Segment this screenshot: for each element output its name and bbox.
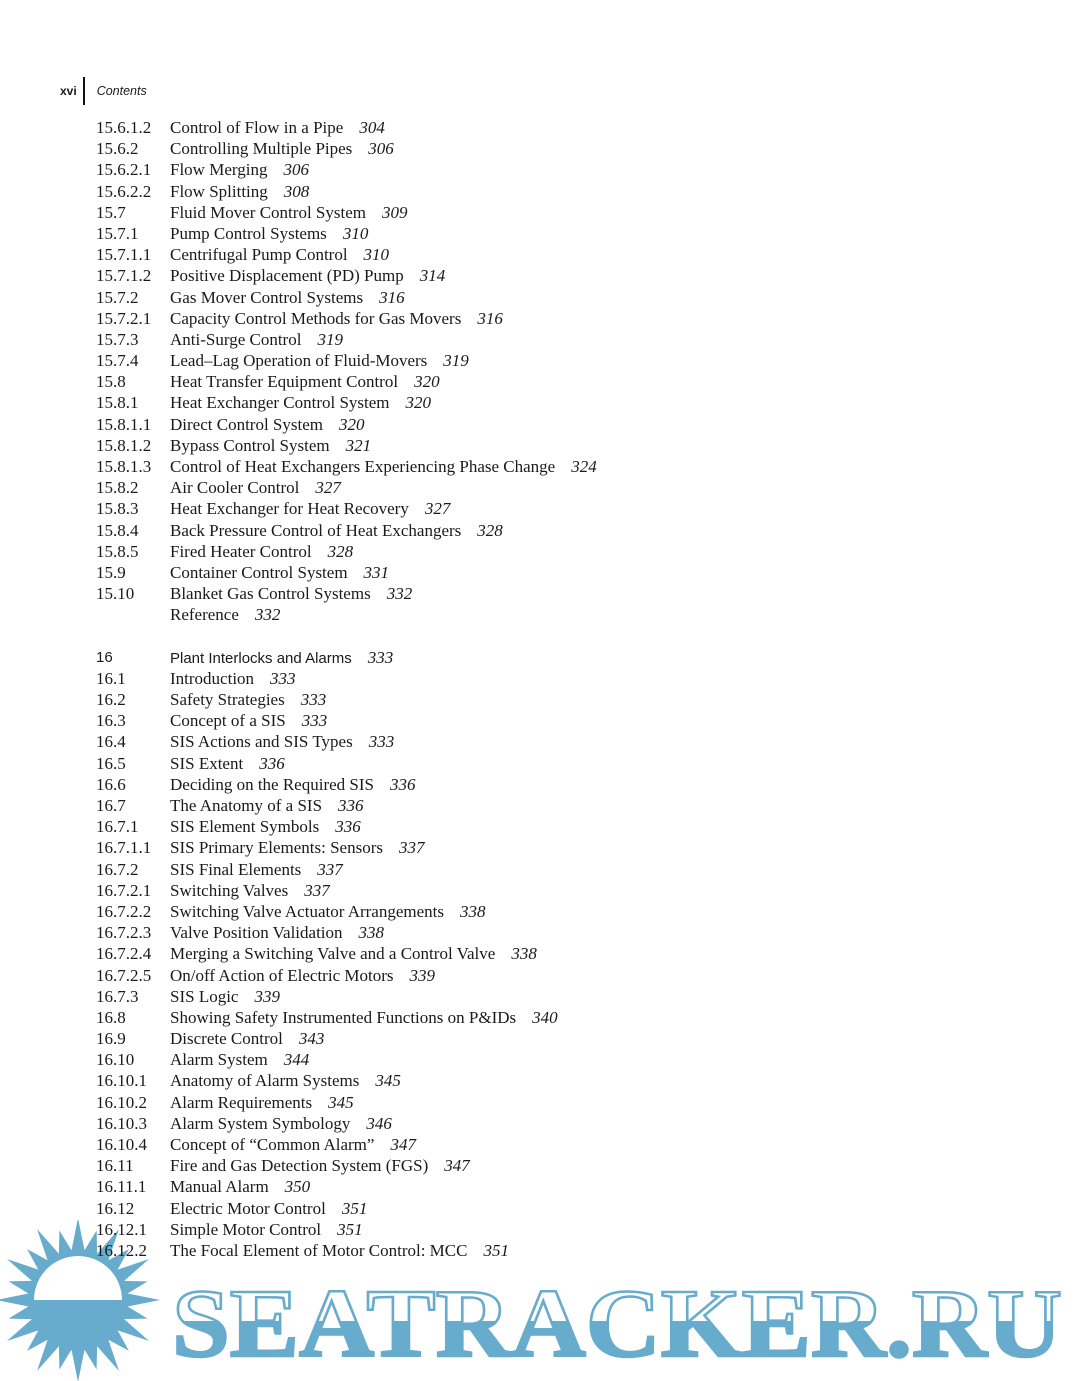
- entry-title: Lead–Lag Operation of Fluid-Movers: [170, 351, 428, 371]
- entry-title-group: [170, 710, 327, 731]
- entry-number: 16.7.2: [96, 859, 139, 879]
- entry-title: Introduction: [170, 668, 255, 688]
- entry-title-group: [170, 795, 364, 816]
- entry-page: 306: [283, 160, 309, 180]
- entry-title-group: [170, 371, 440, 392]
- entry-page: 304: [359, 118, 385, 137]
- entry-number: 16.12.2: [96, 1240, 147, 1260]
- entry-number: 15.6.2.2: [96, 181, 152, 201]
- entry-title: Switching Valves: [170, 880, 289, 900]
- entry-title-group: [170, 965, 435, 986]
- entry-page: 333: [301, 711, 328, 731]
- entry-page: 308: [283, 181, 310, 201]
- entry-number: 16.12: [96, 1198, 135, 1218]
- running-title: Contents: [96, 84, 147, 98]
- entry-page: 320: [414, 372, 440, 392]
- entry-number: 15.7.1: [96, 223, 139, 243]
- entry-number: 16.2: [96, 690, 126, 710]
- entry-page: 319: [317, 329, 343, 349]
- entry-title-group: [170, 1219, 363, 1240]
- entry-page: 344: [283, 1050, 310, 1070]
- entry-title-group: [170, 1049, 309, 1070]
- entry-title: SIS Primary Elements: Sensors: [170, 838, 383, 858]
- entry-page: 346: [366, 1113, 392, 1133]
- entry-title: Fire and Gas Detection System (FGS): [170, 1156, 429, 1176]
- entry-number: 16.7: [96, 796, 126, 815]
- entry-title: SIS Final Elements: [170, 859, 302, 879]
- entry-title-group: [170, 604, 280, 625]
- entry-title: Control of Heat Exchangers Experiencing Phase Change: [170, 457, 556, 476]
- entry-title: Centrifugal Pump Control: [170, 245, 348, 265]
- entry-page: 336: [259, 753, 285, 773]
- entry-title: Air Cooler Control: [170, 478, 300, 498]
- entry-title-group: [170, 350, 469, 371]
- entry-title: The Focal Element of Motor Control: MCC: [170, 1240, 468, 1260]
- entry-title-group: [170, 647, 393, 669]
- entry-number: 16.5: [96, 753, 126, 773]
- entry-page: 339: [409, 965, 435, 985]
- watermark: [0, 1266, 1080, 1381]
- entry-title-group: [170, 287, 405, 308]
- entry-title-group: [170, 223, 368, 244]
- entry-number: 15.7.2: [96, 287, 139, 307]
- entry-page: 327: [315, 478, 341, 498]
- entry-page: 321: [345, 435, 372, 455]
- entry-title-group: [170, 456, 597, 477]
- entry-title: Bypass Control System: [170, 435, 330, 455]
- entry-number: 16.7.2.2: [96, 901, 152, 921]
- entry-number: 16.9: [96, 1029, 126, 1049]
- entry-title-group: [170, 880, 330, 901]
- entry-title-group: [170, 1113, 392, 1134]
- entry-page: 332: [254, 605, 281, 625]
- entry-title-group: [170, 520, 503, 541]
- entry-title: Controlling Multiple Pipes: [170, 139, 353, 159]
- entry-page: 320: [405, 393, 432, 413]
- entry-title: Valve Position Validation: [170, 923, 343, 943]
- entry-title-group: [170, 1070, 401, 1091]
- entry-page: 351: [483, 1240, 509, 1260]
- entry-title-group: [170, 774, 415, 795]
- entry-title-group: [170, 1092, 354, 1113]
- entry-number: 15.8.1.3: [96, 457, 152, 476]
- entry-number: 15.7: [96, 202, 126, 222]
- entry-title-group: [170, 731, 394, 752]
- entry-number: 15.6.1.2: [96, 118, 152, 137]
- entry-number: 16.11: [96, 1156, 134, 1176]
- entry-page: 316: [379, 287, 405, 307]
- entry-number: 15.8.1.2: [96, 435, 152, 455]
- entry-number: 15.7.2.1: [96, 308, 152, 328]
- entry-number: 16.1: [96, 668, 126, 688]
- entry-title-group: [170, 986, 280, 1007]
- entry-title: The Anatomy of a SIS: [170, 796, 323, 815]
- entry-title-group: [170, 265, 445, 286]
- entry-title: Merging a Switching Valve and a Control Valve: [170, 944, 496, 964]
- entry-page: 337: [398, 838, 425, 858]
- entry-page: 331: [363, 562, 390, 582]
- entry-title-group: [170, 541, 353, 562]
- entry-number: 15.7.4: [96, 351, 139, 371]
- entry-title: Reference: [170, 605, 239, 625]
- entry-number: 16.7.1.1: [96, 838, 152, 858]
- entry-title: Back Pressure Control of Heat Exchangers: [170, 520, 462, 540]
- entry-title-group: [170, 1028, 324, 1049]
- entry-page: 328: [327, 541, 354, 561]
- entry-title-group: [170, 329, 343, 350]
- entry-number: 16.7.2.4: [96, 944, 152, 964]
- entry-number: 15.8.3: [96, 499, 139, 519]
- entry-page: 332: [386, 584, 413, 604]
- entry-title-group: [170, 202, 407, 223]
- entry-title-group: [170, 159, 309, 180]
- entry-title-group: [170, 1176, 310, 1197]
- entry-title-group: [170, 138, 394, 159]
- entry-number: 16.7.2.3: [96, 923, 152, 943]
- entry-page: 336: [389, 774, 416, 794]
- entry-title: Gas Mover Control Systems: [170, 287, 364, 307]
- entry-page: 351: [337, 1219, 363, 1239]
- entry-title: Simple Motor Control: [170, 1219, 322, 1239]
- entry-title: Manual Alarm: [170, 1177, 269, 1197]
- entry-page: 333: [300, 690, 327, 710]
- entry-title-group: [170, 562, 389, 583]
- entry-title-group: [170, 1155, 470, 1176]
- entry-number: 16: [96, 648, 113, 666]
- entry-page: 333: [368, 732, 395, 752]
- entry-number: 15.7.1.1: [96, 245, 152, 265]
- entry-title: Anti-Surge Control: [170, 329, 302, 349]
- entry-page: 345: [375, 1071, 401, 1091]
- entry-number: 15.8.4: [96, 520, 139, 540]
- entry-page: 306: [368, 139, 394, 159]
- entry-title: SIS Actions and SIS Types: [170, 732, 353, 752]
- entry-number: 16.4: [96, 732, 126, 752]
- entry-page: 320: [338, 414, 365, 434]
- entry-page: 339: [254, 986, 280, 1006]
- entry-title: Direct Control System: [170, 414, 323, 434]
- entry-title: Discrete Control: [170, 1029, 283, 1049]
- entry-title-group: [170, 244, 389, 265]
- entry-title: Positive Displacement (PD) Pump: [170, 266, 404, 286]
- entry-title: Safety Strategies: [170, 690, 285, 710]
- entry-title: Pump Control Systems: [170, 223, 327, 243]
- entry-title-group: [170, 477, 341, 498]
- entry-page: 351: [341, 1198, 368, 1218]
- entry-title: SIS Element Symbols: [170, 817, 320, 837]
- entry-title-group: [170, 816, 361, 837]
- entry-title: Blanket Gas Control Systems: [170, 584, 371, 604]
- entry-title: Flow Splitting: [170, 181, 268, 201]
- watermark-text: SEATRACKER.RU: [172, 1270, 1062, 1378]
- entry-number: 15.8.1: [96, 393, 139, 413]
- entry-title-group: [170, 668, 296, 689]
- entry-title: Container Control System: [170, 562, 348, 582]
- entry-title: Concept of a SIS: [170, 711, 286, 731]
- entry-page: 338: [460, 901, 486, 921]
- entry-page: 316: [477, 308, 503, 328]
- entry-title: Capacity Control Methods for Gas Movers: [170, 308, 462, 328]
- entry-number: 16.7.2.5: [96, 965, 152, 985]
- entry-number: 15.10: [96, 584, 135, 604]
- entry-title: Heat Exchanger Control System: [170, 393, 390, 413]
- entry-title-group: [170, 837, 424, 858]
- entry-page: 333: [270, 668, 296, 688]
- entry-title: SIS Extent: [170, 753, 244, 773]
- entry-number: 16.10.1: [96, 1071, 147, 1091]
- entry-title-group: [170, 689, 326, 710]
- entry-title: Fired Heater Control: [170, 541, 312, 561]
- entry-title-group: [170, 181, 309, 202]
- entry-number: 15.9: [96, 562, 126, 582]
- entry-number: 16.7.3: [96, 986, 139, 1006]
- entry-title-group: [170, 1198, 367, 1219]
- entry-title-group: [170, 308, 503, 329]
- entry-title: Deciding on the Required SIS: [170, 774, 374, 794]
- entry-title-group: [170, 414, 364, 435]
- entry-page: 340: [532, 1007, 558, 1027]
- entry-title: Concept of “Common Alarm”: [170, 1135, 375, 1154]
- entry-title: SIS Logic: [170, 986, 239, 1006]
- entry-number: 16.6: [96, 774, 126, 794]
- entry-page: 309: [381, 202, 408, 222]
- entry-number: 15.8: [96, 372, 126, 392]
- entry-title-group: [170, 753, 285, 774]
- entry-page: 337: [317, 859, 343, 879]
- entry-number: 16.8: [96, 1007, 126, 1027]
- entry-number: 16.7.1: [96, 817, 139, 837]
- entry-number: 15.6.2: [96, 139, 139, 159]
- entry-number: 15.8.1.1: [96, 414, 152, 434]
- page-number: xvi: [60, 84, 77, 98]
- entry-page: 328: [477, 520, 503, 540]
- entry-number: 16.12.1: [96, 1219, 147, 1239]
- entry-page: 347: [444, 1156, 470, 1176]
- entry-title: Alarm Requirements: [170, 1092, 313, 1112]
- entry-title: On/off Action of Electric Motors: [170, 965, 394, 985]
- entry-title-group: [170, 1134, 416, 1155]
- entry-title: Switching Valve Actuator Arrangements: [170, 901, 444, 921]
- entry-page: 324: [571, 457, 597, 476]
- entry-title-group: [170, 498, 450, 519]
- entry-page: 343: [298, 1029, 325, 1049]
- header-divider: [83, 77, 85, 105]
- entry-page: 336: [338, 796, 364, 815]
- entry-title: Plant Interlocks and Alarms: [170, 649, 352, 667]
- entry-number: 16.10: [96, 1050, 135, 1070]
- entry-number: 16.10.3: [96, 1113, 147, 1133]
- entry-title-group: [170, 859, 343, 880]
- entry-title: Heat Transfer Equipment Control: [170, 372, 399, 392]
- entry-number: 16.11.1: [96, 1177, 147, 1197]
- entry-title: Electric Motor Control: [170, 1198, 326, 1218]
- entry-page: 319: [443, 351, 469, 371]
- entry-number: 16.7.2.1: [96, 880, 152, 900]
- entry-number: 15.8.2: [96, 478, 139, 498]
- entry-title-group: [170, 1240, 509, 1261]
- running-header: [60, 78, 147, 104]
- entry-number: 15.8.5: [96, 541, 139, 561]
- entry-title-group: [170, 922, 384, 943]
- entry-number: 16.3: [96, 711, 126, 731]
- entry-page: 310: [342, 223, 369, 243]
- entry-title-group: [170, 1007, 558, 1028]
- entry-title: Fluid Mover Control System: [170, 202, 366, 222]
- entry-title-group: [170, 901, 486, 922]
- entry-title: Showing Safety Instrumented Functions on P&IDs: [170, 1007, 517, 1027]
- entry-page: 333: [367, 647, 394, 667]
- entry-number: 15.7.1.2: [96, 266, 152, 286]
- entry-title-group: [170, 583, 412, 604]
- entry-title: Anatomy of Alarm Systems: [170, 1071, 360, 1091]
- entry-page: 338: [511, 944, 537, 964]
- entry-page: 350: [284, 1177, 311, 1197]
- entry-title-group: [170, 392, 431, 413]
- entry-number: 16.10.2: [96, 1092, 147, 1112]
- entry-page: 310: [363, 245, 390, 265]
- entry-title-group: [170, 435, 371, 456]
- entry-page: 345: [328, 1092, 354, 1112]
- entry-page: 336: [335, 817, 361, 837]
- entry-number: 15.7.3: [96, 329, 139, 349]
- entry-page: 327: [424, 499, 451, 519]
- entry-title: Alarm System: [170, 1050, 268, 1070]
- entry-title: Heat Exchanger for Heat Recovery: [170, 499, 409, 519]
- entry-number: 16.10.4: [96, 1135, 147, 1154]
- entry-title: Flow Merging: [170, 160, 268, 180]
- entry-page: 338: [358, 923, 385, 943]
- entry-number: 15.6.2.1: [96, 160, 152, 180]
- entry-page: 337: [304, 880, 330, 900]
- entry-title: Alarm System Symbology: [170, 1113, 351, 1133]
- entry-title-group: [170, 117, 385, 138]
- entry-title-group: [170, 943, 537, 964]
- entry-title: Control of Flow in a Pipe: [170, 118, 344, 137]
- entry-page: 314: [419, 266, 446, 286]
- entry-page: 347: [390, 1135, 416, 1154]
